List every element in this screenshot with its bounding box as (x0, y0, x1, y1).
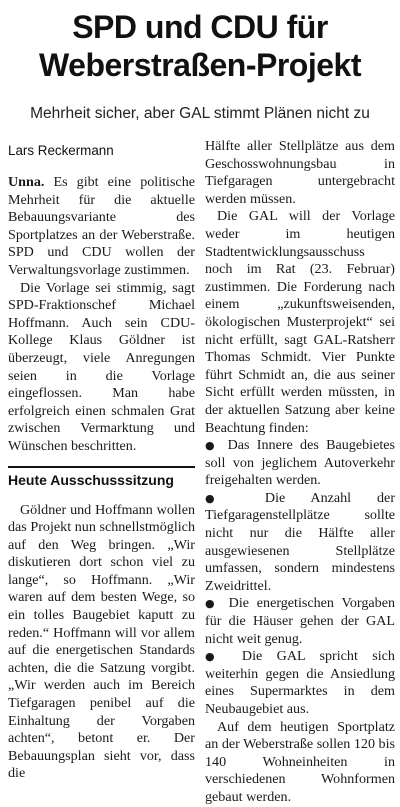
bullet-icon: ● (205, 650, 226, 664)
list-item (205, 437, 395, 490)
paragraph: Die GAL will der Vorlage weder im heutigen Stadtentwicklungsausschuss noch im Rat (23. Februar) zustimmen. Die Forderung nach einem „zukunftsweisenden, ökologischen Musterprojekt“ sei nicht erfüllt, sagt GAL-Ratsherr Thomas Schmidt. Vier Punkte führt Schmidt an, die aus seiner Sicht erfüllt werden müssten, in der aktuellen Satzung aber keine Beachtung finden: (205, 208, 395, 436)
right-column (205, 138, 395, 807)
paragraph: Auf dem heutigen Sportplatz an der Weberstraße sollen 120 bis 140 Wohneinheiten in verschiedenen Wohnformen gebaut werden. (205, 718, 395, 805)
bullet-icon: ● (205, 597, 219, 611)
list-item (205, 648, 395, 718)
section-subhead: Heute Ausschusssitzung (8, 471, 174, 488)
list-item-text: Die energetischen Vorgaben für die Häuser gehen der GAL nicht weit genug. (205, 595, 395, 647)
list-item (205, 490, 395, 596)
list-item (205, 595, 395, 648)
bullet-icon: ● (205, 439, 219, 453)
headline-line-1: SPD und CDU für (72, 9, 328, 45)
bullet-icon: ● (205, 491, 237, 505)
author-byline: Lars Reckermann (8, 143, 114, 158)
dateline-city: Unna. (8, 174, 45, 190)
list-item-text: Die GAL spricht sich weiterhin gegen die Ansiedlung eines Supermarktes in dem Neubaugebiet aus. (205, 648, 395, 717)
headline-line-2: Weberstraßen-Projekt (39, 47, 361, 83)
list-item-text: Die Anzahl der Tiefgaragenstellplätze sollte nicht nur die Hälfte aller ausgewiesenen Stellplätze umfassen, sondern mindestens Zweidrittel. (205, 489, 396, 594)
headline (0, 8, 400, 84)
left-column (8, 142, 195, 783)
paragraph: Göldner und Hoffmann wollen das Projekt nun schnellstmöglich auf den Weg bringen. „Wir diskutieren dort schon viel zu lange“, so Hoffmann. „Wir waren auf dem besten Wege, so ein tolles Baugebiet kaputt zu reden.“ Hoffmann will vor allem auf die energetischen Standards achten, die die Satzung vorgibt. „Wir werden auch im Bereich Tiefgaragen penibel auf die Einhaltung der Vorgaben achten“, betont er. Der Bebauungsplan sieht vor, dass die (8, 501, 195, 782)
subhead-rule (8, 466, 195, 490)
subheadline: Mehrheit sicher, aber GAL stimmt Plänen nicht zu (30, 105, 370, 122)
paragraph: Die Vorlage sei stimmig, sagt SPD-Fraktionschef Michael Hoffmann. Auch sein CDU-Kollege Klaus Göldner ist überzeugt, viele Anregungen seien in die Vorlage eingeflossen. Man habe erfolgreich einen schmalen Grat zwischen Vermarktung und Wünschen beschritten. (8, 279, 195, 454)
paragraph-intro-text: Es gibt eine politische Mehrheit für die aktuelle Bebauungsvariante des Sportplatzes an der Weberstraße. SPD und CDU wollen der Verwaltungsvorlage zustimmen. (8, 174, 195, 278)
paragraph: Hälfte aller Stellplätze aus dem Geschosswohnungsbau in Tiefgaragen untergebracht werden müssen. (205, 138, 395, 207)
paragraph-intro (8, 174, 195, 280)
list-item-text: Das Innere des Baugebietes soll von jeglichem Autoverkehr freigehalten werden. (205, 437, 395, 489)
